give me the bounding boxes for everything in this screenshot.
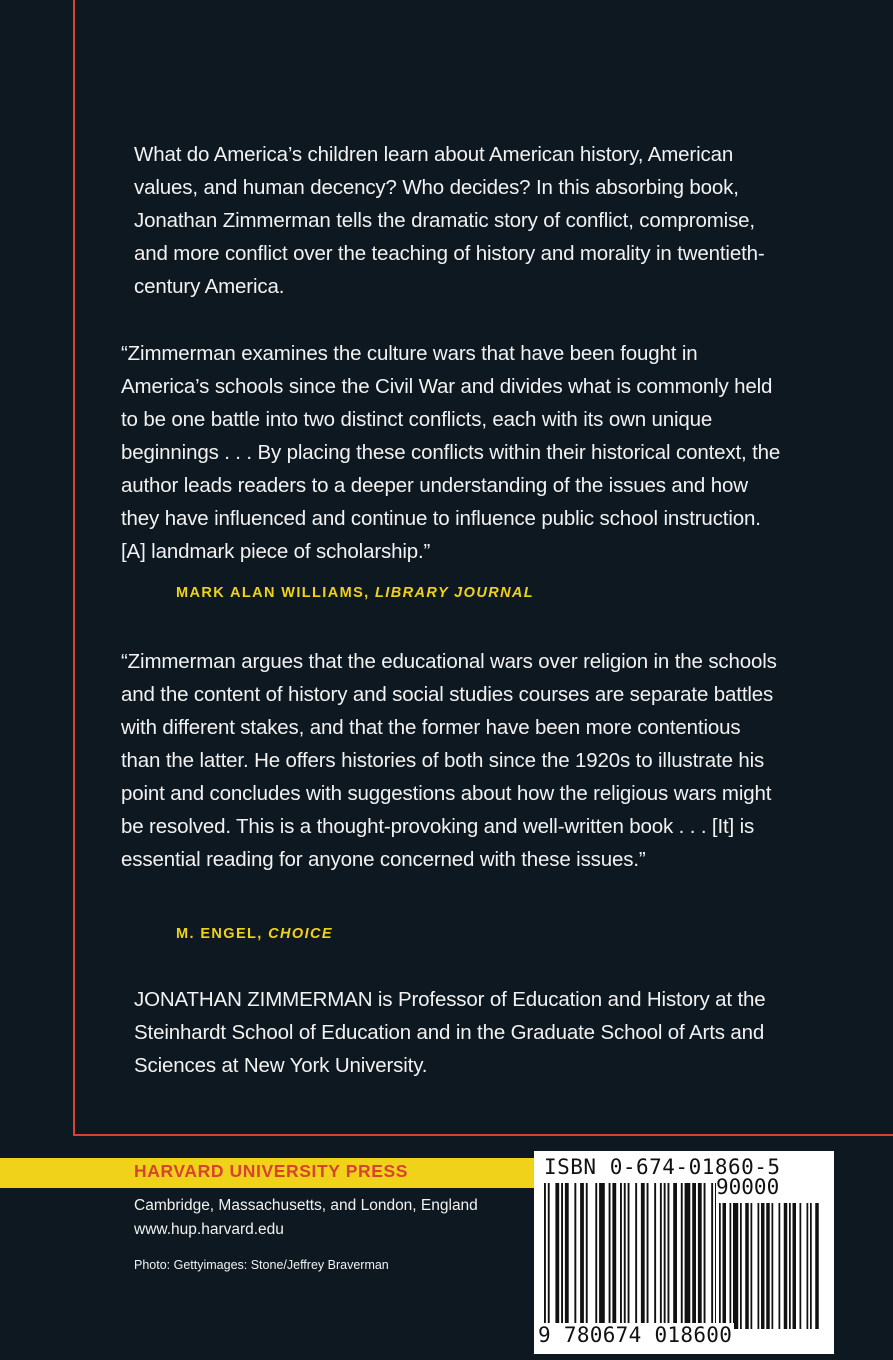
- barcode-bar: [654, 1183, 656, 1329]
- barcode-bar: [810, 1203, 812, 1329]
- barcode-bar: [565, 1183, 569, 1329]
- review-author-2: M. ENGEL,: [176, 926, 263, 942]
- barcode-bar: [761, 1203, 765, 1329]
- review-quote-1: “Zimmerman examines the culture wars that have been fought in America’s schools since the Civil War and divides what is commonly held to be one battle into two distinct conflicts, each with its own unique beginnings . . . By placing these conflicts within their historical context, the author leads readers to a deeper understanding of the issues and how they have influenced and continue to influence public school instruction. [A] landmark piece of scholarship.”: [121, 342, 781, 563]
- price-code: 90000: [716, 1175, 780, 1199]
- barcode-bar: [800, 1203, 802, 1329]
- barcode-bar: [711, 1183, 713, 1329]
- barcode-bar: [740, 1203, 742, 1329]
- review-author-1: MARK ALAN WILLIAMS,: [176, 585, 370, 601]
- barcode-bar: [586, 1183, 588, 1329]
- ean-barcode-graphic: [544, 1183, 716, 1329]
- barcode-bar: [766, 1203, 770, 1329]
- barcode-bar: [685, 1183, 691, 1329]
- barcode-bar: [664, 1183, 666, 1329]
- barcode-bar: [772, 1203, 774, 1329]
- barcode-bar: [628, 1183, 630, 1329]
- barcode-bar: [612, 1183, 616, 1329]
- barcode-panel: [534, 1151, 834, 1354]
- barcode-bar: [620, 1183, 622, 1329]
- barcode-bar: [698, 1183, 702, 1329]
- barcode-bar: [609, 1183, 611, 1329]
- isbn-label: ISBN 0-674-01860-5: [544, 1155, 781, 1179]
- barcode-bar: [692, 1183, 696, 1329]
- barcode-bar: [733, 1203, 738, 1329]
- publisher-name: HARVARD UNIVERSITY PRESS: [134, 1161, 409, 1181]
- barcode-bar: [635, 1183, 637, 1329]
- review-source-2: CHOICE: [268, 926, 333, 942]
- barcode-bar: [723, 1203, 727, 1329]
- author-bio: JONATHAN ZIMMERMAN is Professor of Education and History at the Steinhardt School of Education and in the Graduate School of Arts and Sciences at New York University.: [134, 988, 766, 1077]
- barcode-bar: [681, 1183, 683, 1329]
- barcode-bar: [580, 1183, 584, 1329]
- barcode-bar: [704, 1183, 706, 1329]
- barcode-bar: [715, 1183, 716, 1329]
- barcode-bar: [758, 1203, 760, 1329]
- photo-credit: Photo: Gettyimages: Stone/Jeffrey Braverman: [134, 1258, 389, 1272]
- barcode-bar: [719, 1203, 721, 1329]
- barcode-bar: [779, 1203, 781, 1329]
- barcode-bar: [555, 1183, 559, 1329]
- barcode-bar: [751, 1203, 753, 1329]
- barcode-bar: [641, 1183, 645, 1329]
- barcode-bar: [544, 1183, 546, 1329]
- barcode-bar: [660, 1183, 662, 1329]
- review-source-1: LIBRARY JOURNAL: [375, 585, 535, 601]
- publisher-address: Cambridge, Massachusetts, and London, England: [134, 1197, 478, 1214]
- barcode-bar: [647, 1183, 649, 1329]
- barcode-bar: [548, 1183, 550, 1329]
- barcode-bar: [599, 1183, 605, 1329]
- barcode-bar: [793, 1203, 797, 1329]
- intro-paragraph: What do America’s children learn about American history, American values, and human decency? Who decides? In this absorbing book, Jonathan Zimmerman tells the dramatic story of conflict, compromise, and more conflict over the teaching of history and morality in twentieth-century America.: [134, 143, 765, 298]
- barcode-bar: [668, 1183, 670, 1329]
- barcode-bar: [561, 1183, 563, 1329]
- barcode-bar: [673, 1183, 677, 1329]
- barcode-bar: [730, 1203, 732, 1329]
- ean-number: 9 780674 018600: [538, 1323, 733, 1347]
- publisher-url: www.hup.harvard.edu: [134, 1221, 284, 1238]
- barcode-bar: [807, 1203, 809, 1329]
- review-attribution-2: [176, 926, 333, 942]
- barcode-bar: [595, 1183, 597, 1329]
- price-barcode-graphic: [719, 1203, 819, 1329]
- barcode-bar: [624, 1183, 626, 1329]
- barcode-bar: [784, 1203, 788, 1329]
- barcode-bar: [745, 1203, 749, 1329]
- review-attribution-1: [176, 585, 534, 601]
- review-quote-2: “Zimmerman argues that the educational wars over religion in the schools and the content of history and social studies courses are separate battles with different stakes, and that the former have been more contentious than the latter. He offers histories of both since the 1920s to illustrate his point and concludes with suggestions about how the religious wars might be resolved. This is a thought-provoking and well-written book . . . [It] is essential reading for anyone concerned with these issues.”: [121, 650, 777, 871]
- barcode-bar: [815, 1203, 819, 1329]
- barcode-bar: [574, 1183, 576, 1329]
- barcode-bar: [789, 1203, 791, 1329]
